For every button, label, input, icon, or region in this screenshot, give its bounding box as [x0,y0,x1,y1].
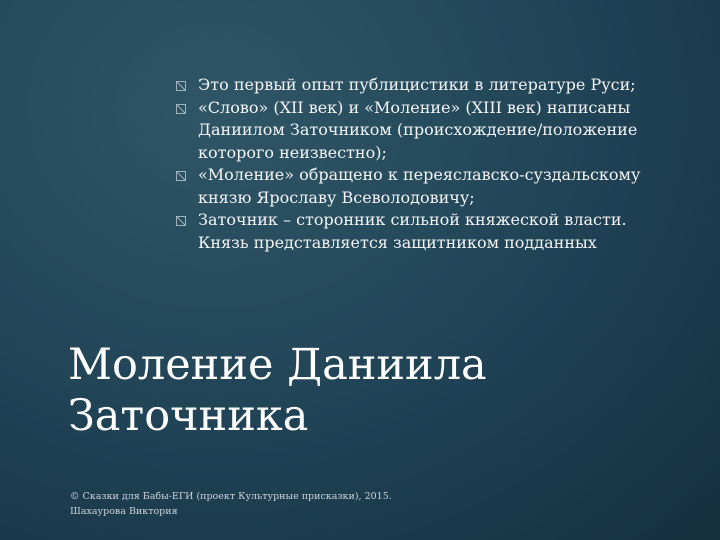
bullet-icon [175,103,187,115]
bullet-list [175,74,675,254]
bullet-text: Это первый опыт публицистики в литературе Руси; [198,75,636,94]
slide-title: Моление Даниила Заточника [68,340,487,441]
bullet-item [175,164,675,209]
bullet-text: «Моление» обращено к переяславско-суздальскому князю Ярославу Всеволодовичу; [198,165,641,207]
bullet-text: Заточник – сторонник сильной княжеской власти. Князь представляется защитником подданных [198,210,627,252]
bullet-item [175,74,675,97]
footer-credits [70,489,630,519]
bullet-icon [175,215,187,227]
bullet-item [175,97,675,165]
bullet-text: «Слово» (XII век) и «Моление» (XIII век) написаны Даниилом Заточником (происхождение/положение которого неизвестно); [198,97,638,162]
bullet-item [175,209,675,254]
footer-copyright: © Сказки для Бабы-ЕГИ (проект Культурные присказки), 2015. [70,491,392,502]
footer-author: Шахаурова Виктория [70,506,178,517]
bullet-icon [175,80,187,92]
bullet-icon [175,170,187,182]
